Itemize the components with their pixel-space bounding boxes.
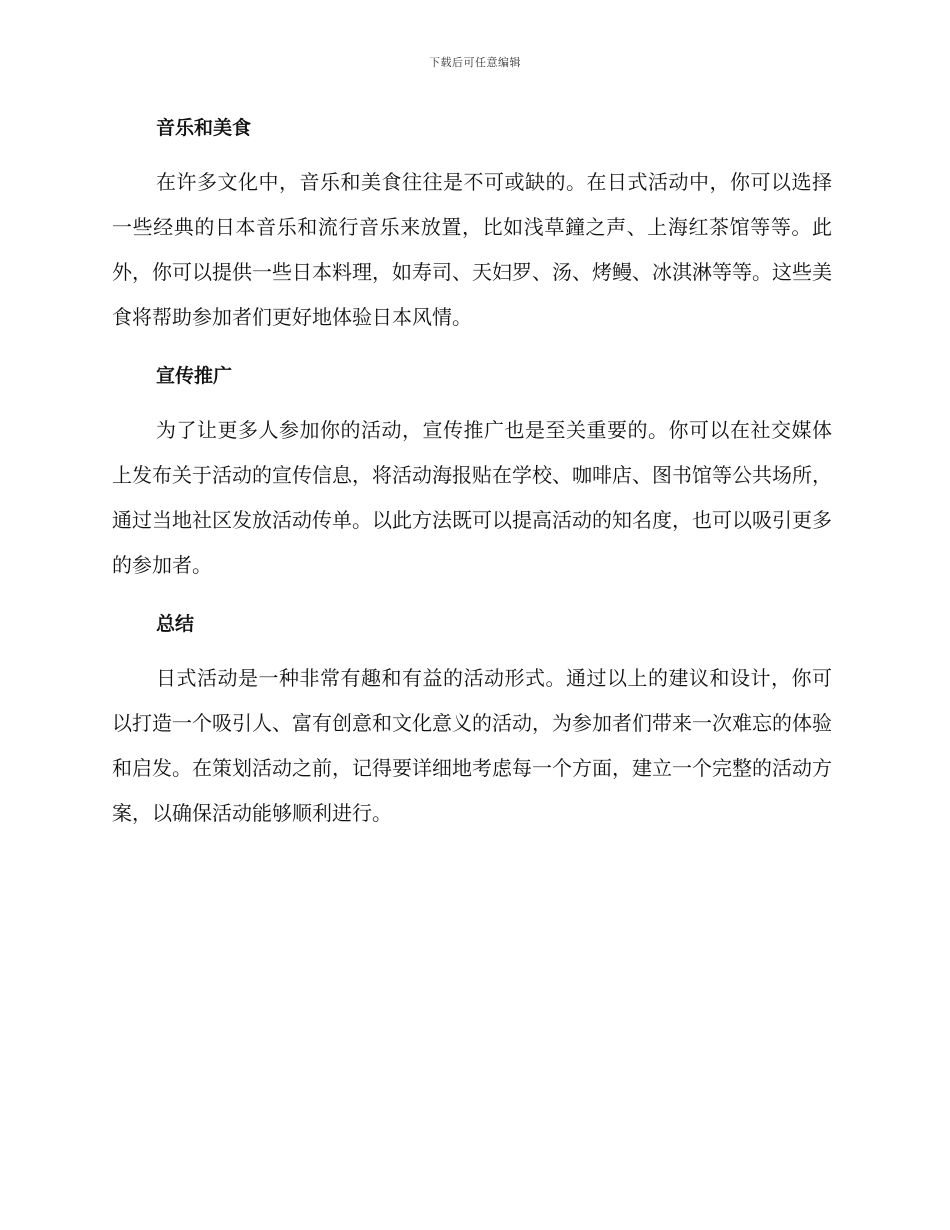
- section-music-food: [112, 110, 832, 340]
- section-heading: 音乐和美食: [156, 117, 252, 139]
- section-heading: 宣传推广: [156, 365, 233, 387]
- document-content: [112, 110, 832, 854]
- section-paragraph: 为了让更多人参加你的活动，宣传推广也是至关重要的。你可以在社交媒体上发布关于活动的宣传信息，将活动海报贴在学校、咖啡店、图书馆等公共场所，通过当地社区发放活动传单。以此方法既可以提高活动的知名度，也可以吸引更多的参加者。: [112, 418, 832, 577]
- section-summary: [112, 606, 832, 836]
- section-promotion: [112, 358, 832, 588]
- section-paragraph: 在许多文化中，音乐和美食往往是不可或缺的。在日式活动中，你可以选择一些经典的日本音乐和流行音乐来放置，比如浅草鐘之声、上海红茶馆等等。此外，你可以提供一些日本料理，如寿司、天妇罗、汤、烤鳗、冰淇淋等等。这些美食将帮助参加者们更好地体验日本风情。: [112, 170, 832, 329]
- section-heading: 总结: [156, 613, 195, 635]
- section-paragraph: 日式活动是一种非常有趣和有益的活动形式。通过以上的建议和设计，你可以打造一个吸引人、富有创意和文化意义的活动，为参加者们带来一次难忘的体验和启发。在策划活动之前，记得要详细地考虑每一个方面，建立一个完整的活动方案，以确保活动能够顺利进行。: [112, 666, 832, 825]
- header-note: 下载后可任意编辑: [429, 56, 521, 69]
